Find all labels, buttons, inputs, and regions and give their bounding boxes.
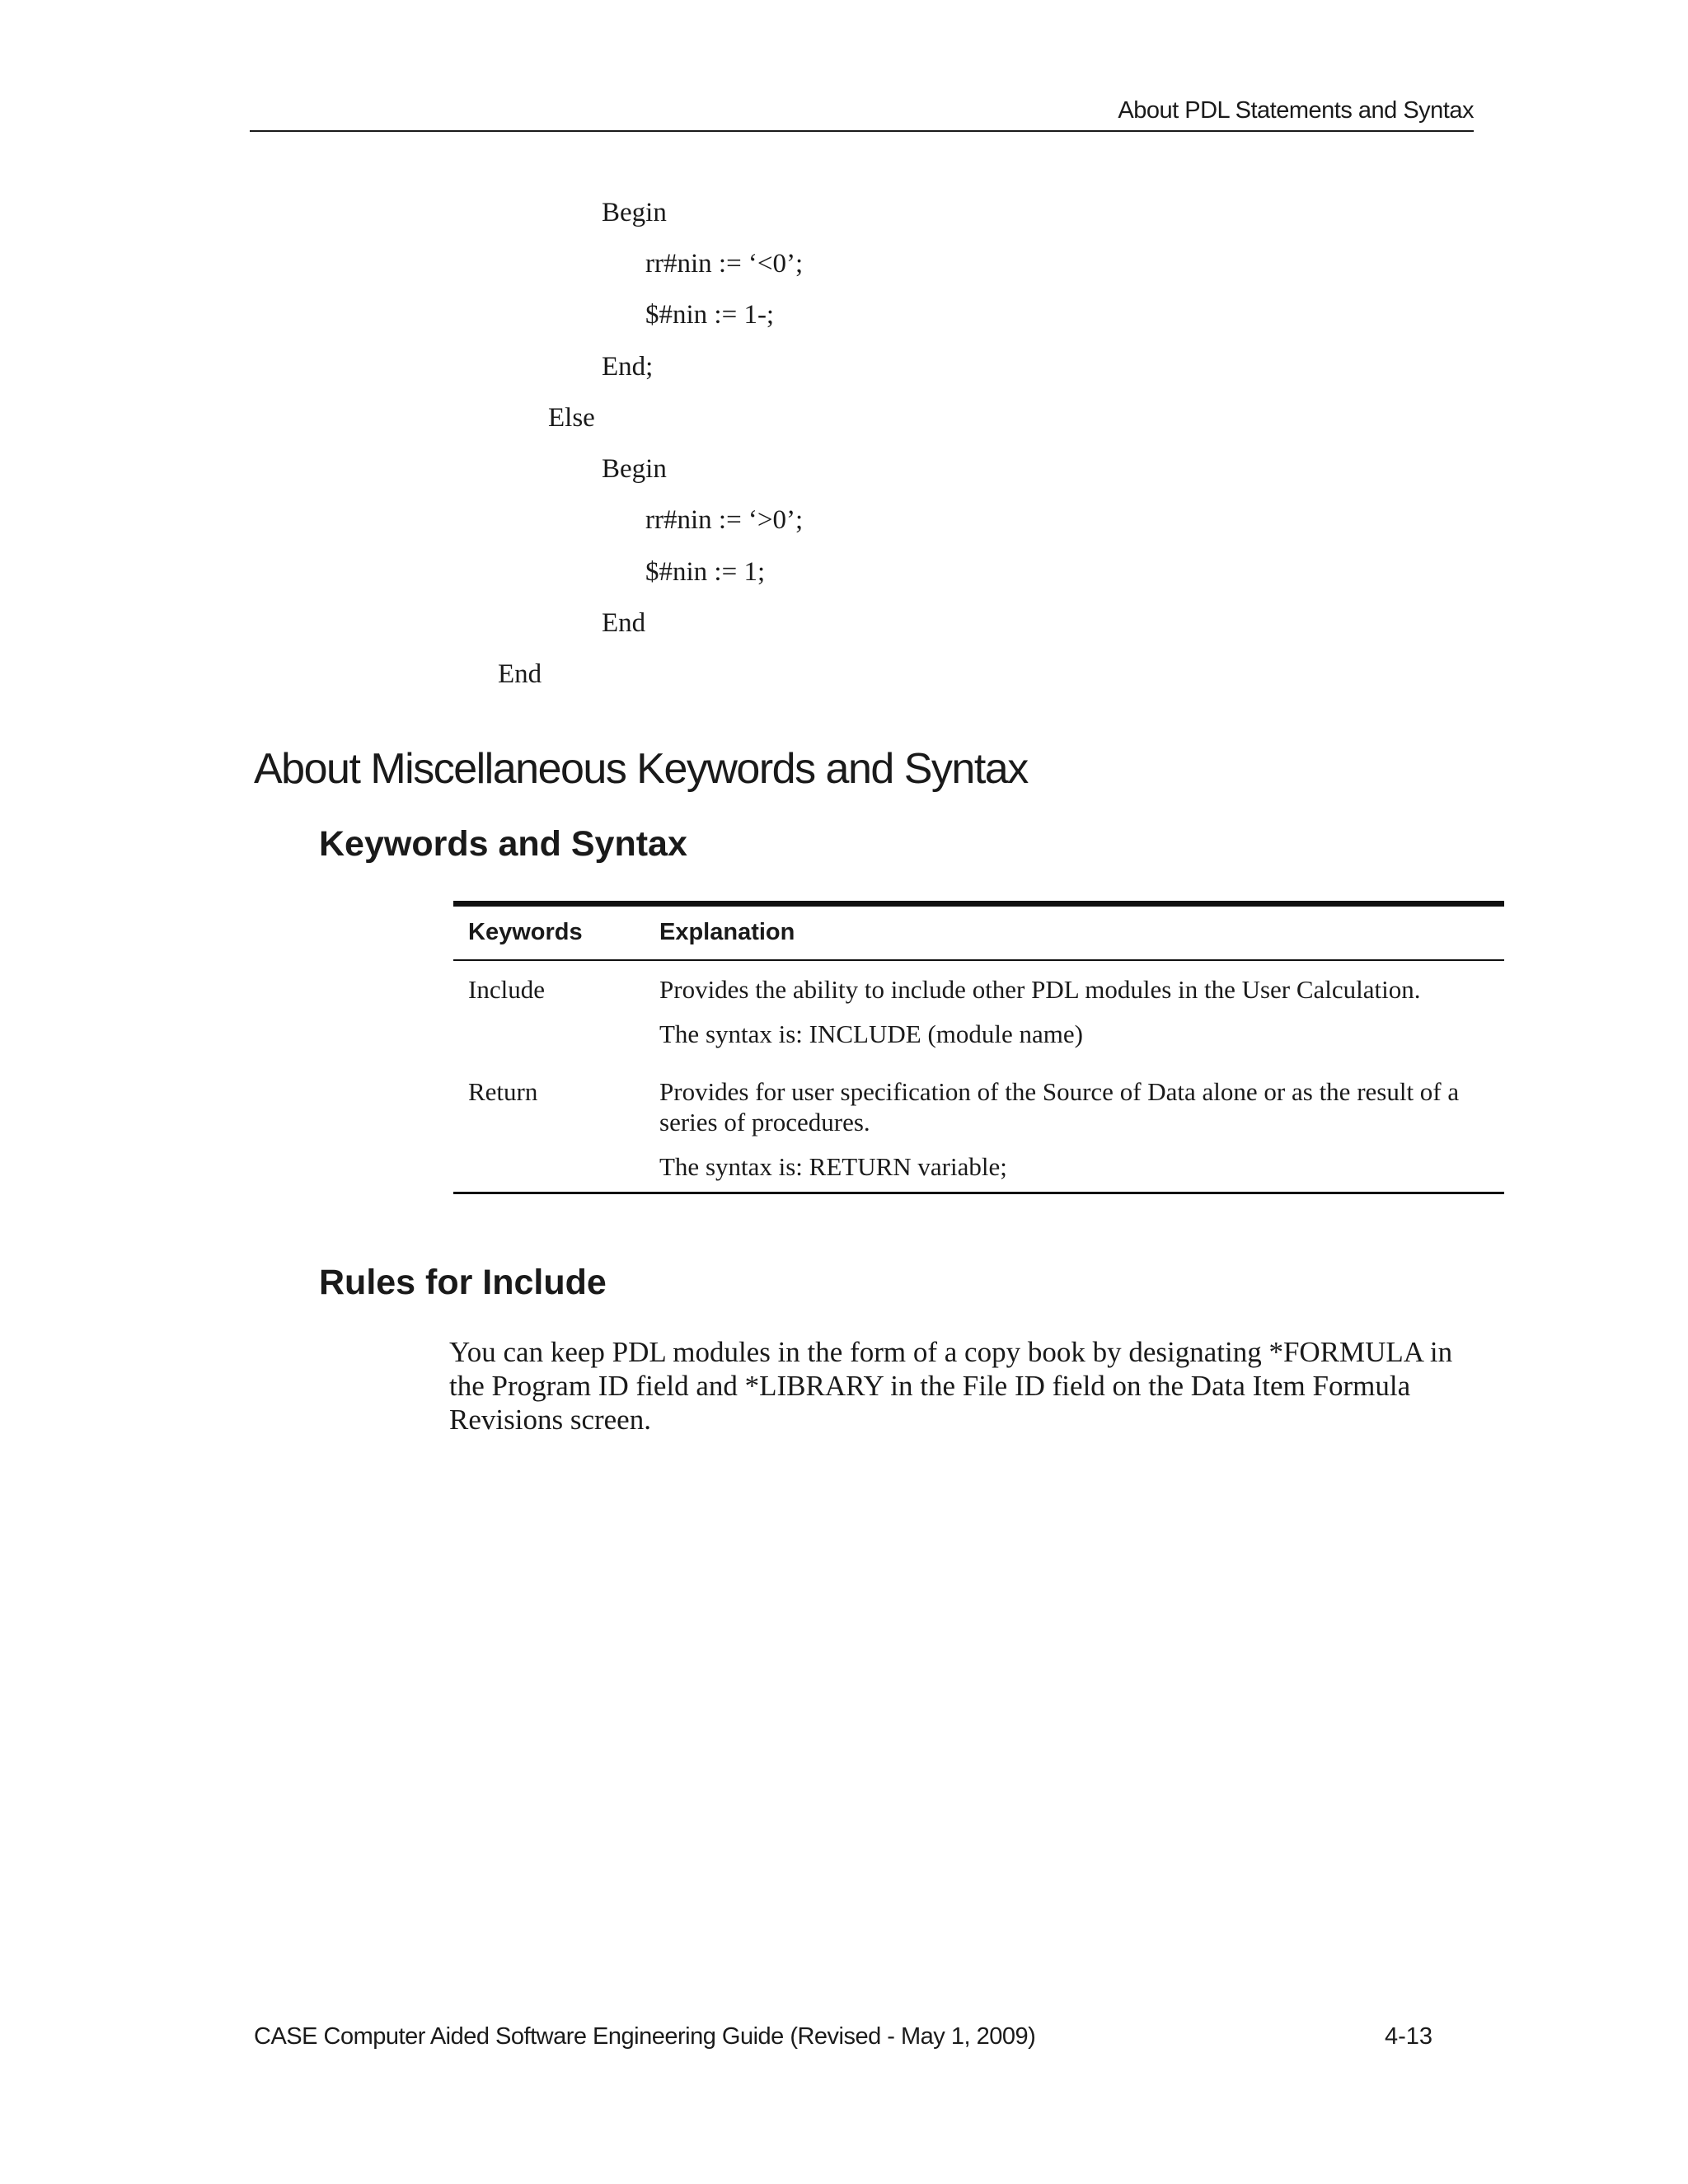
- code-line: rr#nin := ‘>0’;: [645, 505, 804, 535]
- code-line: $#nin := 1-;: [645, 300, 775, 330]
- code-line: Else: [548, 403, 595, 433]
- explanation-cell: Provides the ability to include other PDL modules in the User Calculation.: [659, 975, 1421, 1004]
- keyword-cell: Return: [468, 1077, 538, 1106]
- column-header-keywords: Keywords: [468, 919, 583, 945]
- code-line: Begin: [602, 454, 667, 484]
- code-line: Begin: [602, 198, 667, 227]
- header-rule: [250, 130, 1474, 132]
- table-top-rule: [453, 901, 1504, 907]
- section-title: About Miscellaneous Keywords and Syntax: [254, 745, 1028, 793]
- keyword-cell: Include: [468, 975, 545, 1004]
- syntax-cell: The syntax is: INCLUDE (module name): [659, 1019, 1083, 1048]
- column-header-explanation: Explanation: [659, 919, 795, 945]
- page-number: 4-13: [1385, 2023, 1433, 2050]
- table-header-row: [453, 907, 1504, 959]
- running-header: About PDL Statements and Syntax: [1118, 97, 1474, 124]
- keywords-table: [453, 901, 1504, 1181]
- code-line: rr#nin := ‘<0’;: [645, 249, 804, 279]
- code-line: End;: [602, 352, 654, 382]
- code-line: $#nin := 1;: [645, 557, 766, 587]
- table-header-rule: [453, 959, 1504, 961]
- code-line: End: [602, 608, 646, 638]
- code-line: End: [498, 659, 542, 689]
- rules-subsection-title: Rules for Include: [319, 1263, 607, 1302]
- table-bottom-rule: [453, 1192, 1504, 1194]
- syntax-cell: The syntax is: RETURN variable;: [659, 1152, 1007, 1181]
- explanation-cell: Provides for user specification of the Source of Data alone or as the result of a series of procedures.: [659, 1077, 1460, 1137]
- rules-body-paragraph: You can keep PDL modules in the form of a copy book by designating *FORMULA in the Program ID field and *LIBRARY in the File ID field on the Data Item Formula Revisions screen.: [449, 1336, 1453, 1436]
- footer-title: CASE Computer Aided Software Engineering Guide (Revised - May 1, 2009): [254, 2023, 1036, 2050]
- keywords-subsection-title: Keywords and Syntax: [319, 824, 687, 864]
